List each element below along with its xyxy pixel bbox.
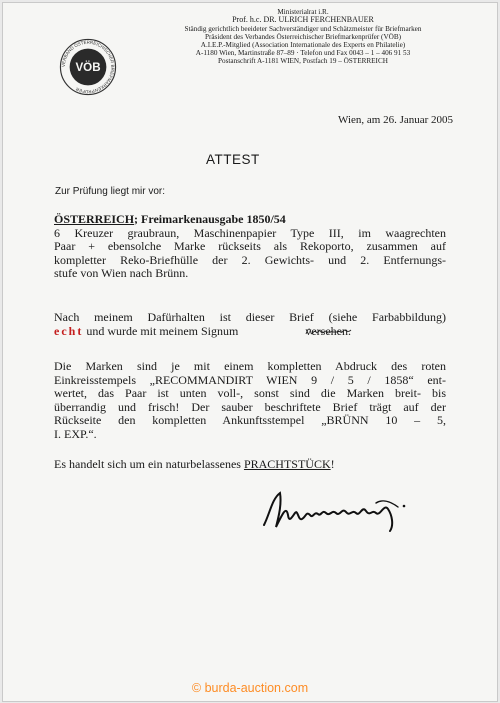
paragraph-description: [54, 213, 446, 281]
description-line: stufe von Wien nach Brünn.: [54, 266, 189, 281]
header-line-name: Prof. h.c. DR. ULRICH FERCHENBAUER: [232, 15, 374, 24]
verdict-line: Nach meinem Dafürhalten ist dieser Brief (siehe Farbabbildung): [54, 310, 446, 324]
verdict-line-2: [54, 325, 446, 339]
details-line: überrandig und frisch! Der sauber beschriftete Brief trägt auf der: [54, 399, 446, 414]
prachtstueck-emphasis: PRACHTSTÜCK: [243, 457, 331, 471]
verdict-mid-text: und wurde mit meinem Signum: [83, 323, 239, 338]
header-line-postal: Postanschrift A-1181 WIEN, Postfach 19 – ÖSTERREICH: [218, 57, 388, 65]
verdict-end-text: versehen.: [305, 323, 351, 338]
details-line: Die Marken sind je mit einem kompletten Abdruck des roten: [54, 359, 446, 373]
heading-separator: ;: [134, 212, 139, 226]
conclusion-text: Es handelt sich um ein naturbelassenes: [54, 457, 244, 471]
conclusion-line: [54, 458, 446, 472]
description-line: 6 Kreuzer graubraun, Maschinenpapier Type III, im waagrechten: [54, 225, 446, 240]
attest-document: [2, 2, 498, 702]
description-line: kompletter Reko-Briefhülle der 2. Gewichts- und 2. Entfernungs-: [54, 252, 446, 267]
header-line-role: Ständig gerichtlich beeideter Sachverständiger und Schätzmeister für Briefmarken: [184, 25, 422, 33]
details-line: wertet, das Paar ist unten voll-, sonst sind die Marken breit- bis: [54, 386, 446, 401]
details-line: Rückseite den kompletten Ankunftsstempel „BRÜNN 10 – 5,: [54, 413, 446, 428]
logo-text: VÖB: [75, 60, 101, 74]
handwritten-signature: [258, 485, 418, 535]
echt-stamp: echt: [54, 323, 84, 338]
header-line-president: Präsident des Verbandes Österreichischer Briefmarkenprüfer (VÖB): [204, 33, 402, 41]
watermark: © burda-auction.com: [191, 681, 309, 695]
issue-name: Freimarkenausgabe 1850/54: [138, 212, 286, 226]
date-line: Wien, am 26. Januar 2005: [338, 114, 454, 126]
paragraph-verdict: [54, 311, 446, 338]
paragraph-conclusion: [54, 458, 446, 472]
details-line: I. EXP.“.: [54, 426, 97, 441]
issue-heading: [54, 213, 446, 227]
description-line: Paar + ebensolche Marke rückseits als Rekoporto, zusammen auf: [54, 239, 446, 254]
details-line: Einkreisstempels „RECOMMANDIRT WIEN 9 / 5 / 1858“ ent-: [54, 372, 446, 387]
conclusion-end: !: [330, 457, 335, 471]
intro-text: Zur Prüfung liegt mir vor:: [55, 186, 166, 197]
header-line-aiep: A.I.E.P.-Mitglied (Association Internationale des Experts en Philatelie): [200, 41, 406, 49]
small-signum: [304, 323, 356, 339]
paragraph-details: [54, 360, 446, 442]
logo-ring-text: VERBAND ÖSTERREICHISCHER BRIEFMARKENPRÜFER: [60, 39, 116, 95]
header-line-address: A-1180 Wien, Martinstraße 87–89 · Telefon und Fax 0043 – 1 – 406 91 53: [195, 49, 411, 57]
header-line-rank: Ministerialrat i.R.: [277, 8, 329, 16]
country-name: ÖSTERREICH: [54, 212, 135, 226]
page-title: ATTEST: [206, 152, 260, 167]
voeb-logo-seal: [59, 38, 117, 96]
